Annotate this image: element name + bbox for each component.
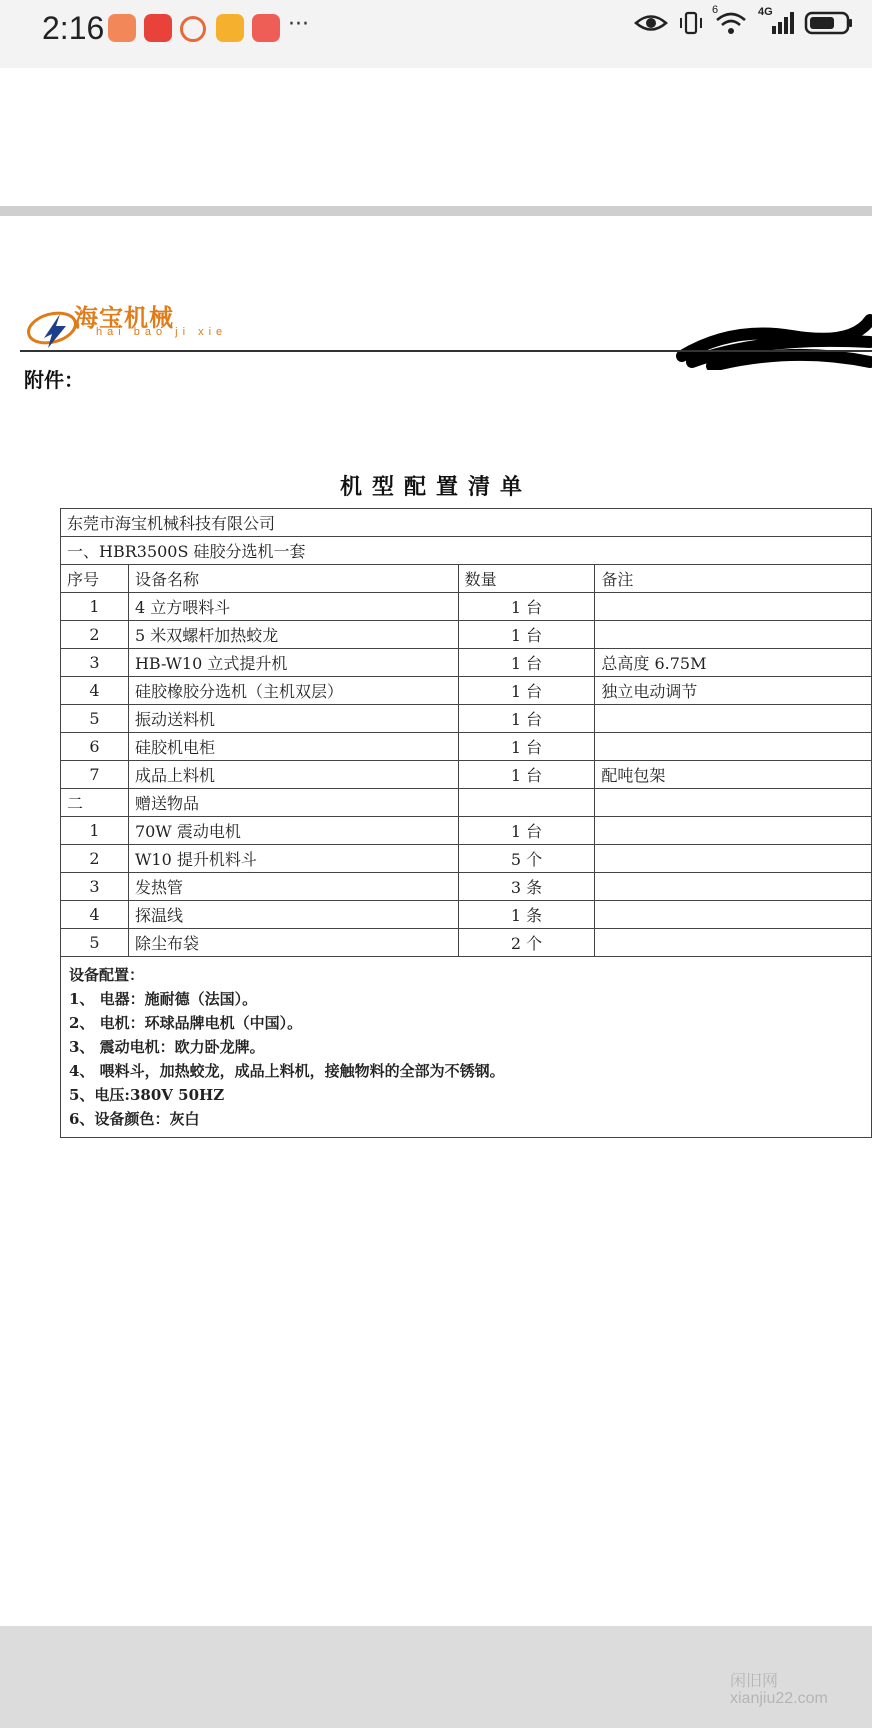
config-item: 4、 喂料斗，加热蛟龙，成品上料机，接触物料的全部为不锈钢。 — [69, 1062, 505, 1080]
system-status-icons — [634, 4, 854, 36]
table-row — [61, 593, 872, 621]
header-rule — [20, 350, 872, 352]
row-quantity: 1 台 — [458, 761, 595, 789]
row-name: 成品上料机 — [128, 761, 458, 789]
configuration-table — [60, 508, 872, 1138]
row-note — [595, 901, 872, 929]
logo-name: 海宝机械 — [74, 304, 174, 332]
table-row — [61, 873, 872, 901]
row-name: 4 立方喂料斗 — [128, 593, 458, 621]
table-row — [61, 621, 872, 649]
section2-index: 二 — [61, 789, 129, 817]
header-index: 序号 — [61, 565, 129, 593]
bottom-bar — [0, 1626, 872, 1728]
row-index: 7 — [61, 761, 129, 789]
row-name: 发热管 — [128, 873, 458, 901]
table-row — [61, 705, 872, 733]
row-quantity: 1 台 — [458, 593, 595, 621]
header-note: 备注 — [595, 565, 872, 593]
config-item: 6、设备颜色：灰白 — [69, 1110, 200, 1128]
row-name: 5 米双螺杆加热蛟龙 — [128, 621, 458, 649]
config-notes-row — [61, 957, 872, 1138]
row-index: 5 — [61, 705, 129, 733]
watermark-site-url: xianjiu22.com — [730, 1690, 828, 1707]
config-item: 2、 电机：环球品牌电机（中国）。 — [69, 1014, 303, 1032]
table-row — [61, 649, 872, 677]
row-note — [595, 621, 872, 649]
row-note — [595, 845, 872, 873]
row-index: 6 — [61, 733, 129, 761]
row-index: 4 — [61, 901, 129, 929]
table-row — [61, 817, 872, 845]
table-row — [61, 845, 872, 873]
status-bar — [0, 0, 872, 68]
table-row — [61, 537, 872, 565]
row-index: 4 — [61, 677, 129, 705]
document-title: 机型配置清单 — [339, 474, 532, 500]
row-note — [595, 789, 872, 817]
row-note — [595, 593, 872, 621]
row-note — [595, 705, 872, 733]
row-name: 硅胶机电柜 — [128, 733, 458, 761]
row-name: 探温线 — [128, 901, 458, 929]
table-row — [61, 509, 872, 537]
row-name: 除尘布袋 — [128, 929, 458, 957]
row-index: 1 — [61, 817, 129, 845]
row-name: 70W 震动电机 — [128, 817, 458, 845]
attachment-label: 附件： — [24, 368, 84, 392]
vibrate-icon — [678, 10, 704, 36]
row-quantity: 1 台 — [458, 705, 595, 733]
status-time: 2:16 — [42, 10, 105, 46]
calendar-notification-icon — [144, 14, 172, 42]
row-quantity: 5 个 — [458, 845, 595, 873]
app2-notification-icon — [216, 14, 244, 42]
viewer-divider — [0, 206, 872, 216]
config-item: 3、 震动电机：欧力卧龙牌。 — [69, 1038, 265, 1056]
row-quantity: 1 台 — [458, 817, 595, 845]
row-index: 2 — [61, 845, 129, 873]
row-index: 1 — [61, 593, 129, 621]
wifi-icon: 6 — [714, 10, 748, 36]
row-quantity: 1 台 — [458, 677, 595, 705]
app-notification-icon — [108, 14, 136, 42]
redaction-scribble — [672, 306, 872, 370]
table-row — [61, 761, 872, 789]
section1-cell: 一、HBR3500S 硅胶分选机一套 — [61, 537, 872, 565]
location-notification-icon — [180, 16, 206, 42]
row-note — [595, 929, 872, 957]
company-cell: 东莞市海宝机械科技有限公司 — [61, 509, 872, 537]
row-note — [595, 817, 872, 845]
viewer-toolbar-area — [0, 68, 872, 208]
header-quantity: 数量 — [458, 565, 595, 593]
row-name: W10 提升机料斗 — [128, 845, 458, 873]
logo-pinyin: hai bao ji xie — [96, 326, 228, 338]
app3-notification-icon — [252, 14, 280, 42]
config-item: 1、 电器：施耐德（法国）。 — [69, 990, 258, 1008]
config-notes-cell — [61, 957, 872, 1138]
row-quantity: 1 条 — [458, 901, 595, 929]
row-index: 3 — [61, 873, 129, 901]
row-quantity: 1 台 — [458, 733, 595, 761]
table-row — [61, 677, 872, 705]
document-page — [0, 216, 872, 1626]
cellular-signal-icon: 4G — [758, 10, 794, 36]
config-title: 设备配置： — [69, 966, 145, 984]
row-index: 5 — [61, 929, 129, 957]
table-row — [61, 901, 872, 929]
table-row — [61, 789, 872, 817]
row-name: 硅胶橡胶分选机（主机双层） — [128, 677, 458, 705]
row-quantity: 1 台 — [458, 621, 595, 649]
row-quantity: 3 条 — [458, 873, 595, 901]
row-note: 配吨包架 — [595, 761, 872, 789]
eye-icon — [634, 12, 668, 34]
row-note — [595, 733, 872, 761]
header-name: 设备名称 — [128, 565, 458, 593]
table-row — [61, 733, 872, 761]
section2-name: 赠送物品 — [128, 789, 458, 817]
battery-icon — [804, 10, 854, 36]
config-item: 5、电压:380V 50HZ — [69, 1086, 225, 1104]
watermark-site-name: 闲旧网 — [730, 1673, 779, 1690]
row-index: 2 — [61, 621, 129, 649]
row-quantity: 1 台 — [458, 649, 595, 677]
row-index: 3 — [61, 649, 129, 677]
more-notifications-indicator: ··· — [288, 12, 309, 37]
table-header-row — [61, 565, 872, 593]
row-note: 总高度 6.75M — [595, 649, 872, 677]
row-name: HB-W10 立式提升机 — [128, 649, 458, 677]
row-quantity: 2 个 — [458, 929, 595, 957]
table-row — [61, 929, 872, 957]
row-quantity — [458, 789, 595, 817]
row-name: 振动送料机 — [128, 705, 458, 733]
row-note — [595, 873, 872, 901]
row-note: 独立电动调节 — [595, 677, 872, 705]
